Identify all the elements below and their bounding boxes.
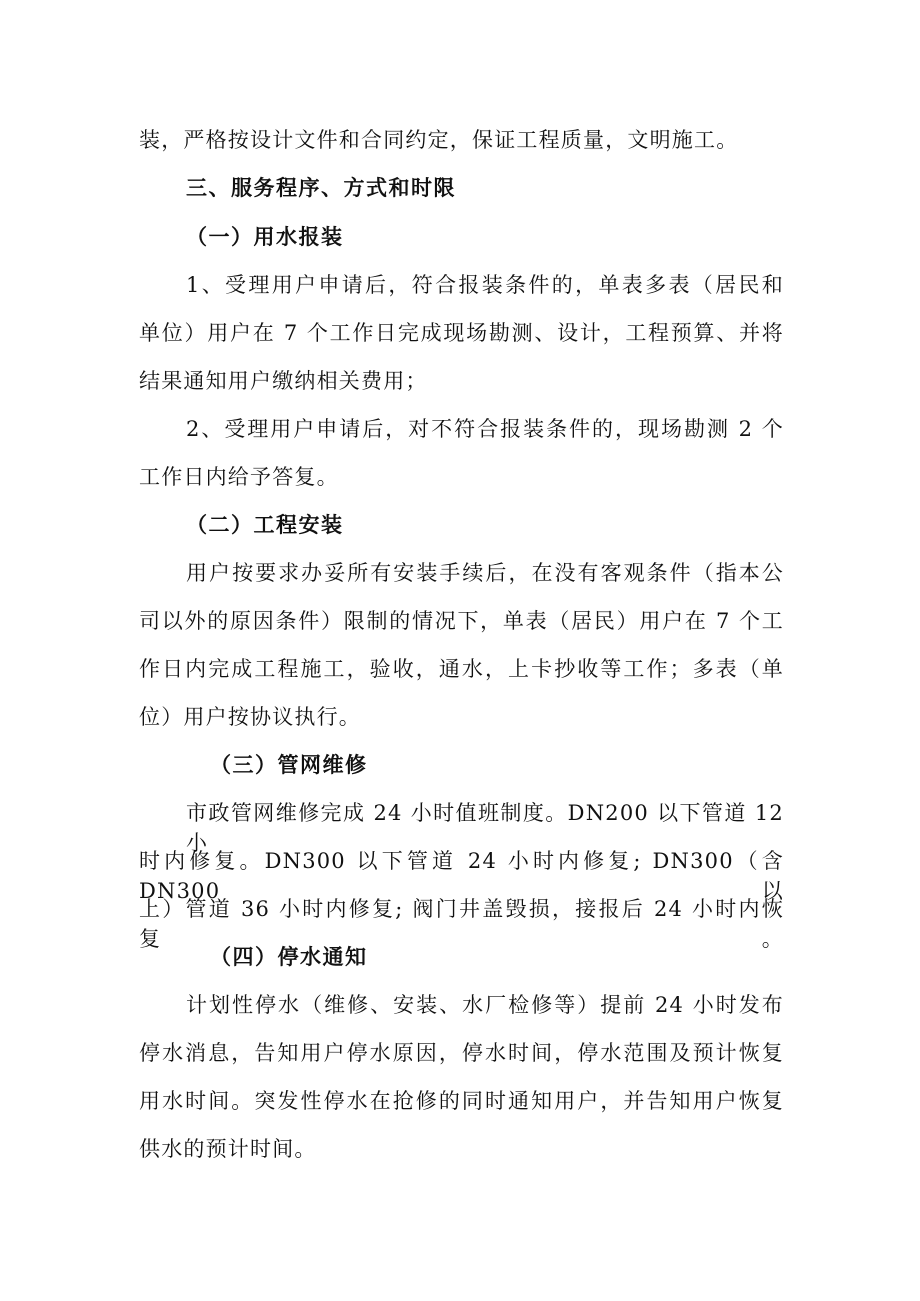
paragraph-line-13: 上）管道 36 小时内修复; 阀门井盖毁损，接报后 24 小时内恢复。: [139, 897, 784, 951]
section-heading-3: 三、服务程序、方式和时限: [186, 176, 456, 200]
paragraph-line-2: 1、受理用户申请后，符合报装条件的，单表多表（居民和: [186, 273, 784, 297]
subsection-heading-1: （一）用水报装: [186, 225, 344, 249]
paragraph-line-10: 位）用户按协议执行。: [139, 705, 361, 729]
subsection-heading-2: （二）工程安装: [186, 513, 344, 537]
paragraph-line-11: 市政管网维修完成 24 小时值班制度。DN200 以下管道 12 小: [186, 801, 784, 855]
paragraph-line-16: 用水时间。突发性停水在抢修的同时通知用户，并告知用户恢复: [139, 1089, 784, 1113]
paragraph-line-9: 作日内完成工程施工，验收，通水，上卡抄收等工作；多表（单: [139, 657, 784, 681]
paragraph-line-6: 工作日内给予答复。: [139, 465, 339, 489]
subsection-heading-4: （四）停水通知: [210, 945, 368, 969]
paragraph-line-4: 结果通知用户缴纳相关费用；: [139, 369, 428, 393]
paragraph-line-7: 用户按要求办妥所有安装手续后，在没有客观条件（指本公: [186, 561, 784, 585]
paragraph-line-5: 2、受理用户申请后，对不符合报装条件的，现场勘测 2 个: [186, 417, 784, 441]
paragraph-line-17: 供水的预计时间。: [139, 1137, 317, 1161]
paragraph-line-12: 时内修复。DN300 以下管道 24 小时内修复; DN300（含 DN300 以: [139, 849, 784, 903]
paragraph-line-1: 装，严格按设计文件和合同约定，保证工程质量，文明施工。: [139, 128, 739, 152]
paragraph-line-14: 计划性停水（维修、安装、水厂检修等）提前 24 小时发布: [186, 993, 784, 1017]
paragraph-line-3: 单位）用户在 7 个工作日完成现场勘测、设计，工程预算、并将: [139, 321, 784, 345]
paragraph-line-8: 司以外的原因条件）限制的情况下，单表（居民）用户在 7 个工: [139, 609, 784, 633]
subsection-heading-3: （三）管网维修: [210, 753, 368, 777]
paragraph-line-15: 停水消息，告知用户停水原因，停水时间，停水范围及预计恢复: [139, 1041, 784, 1065]
